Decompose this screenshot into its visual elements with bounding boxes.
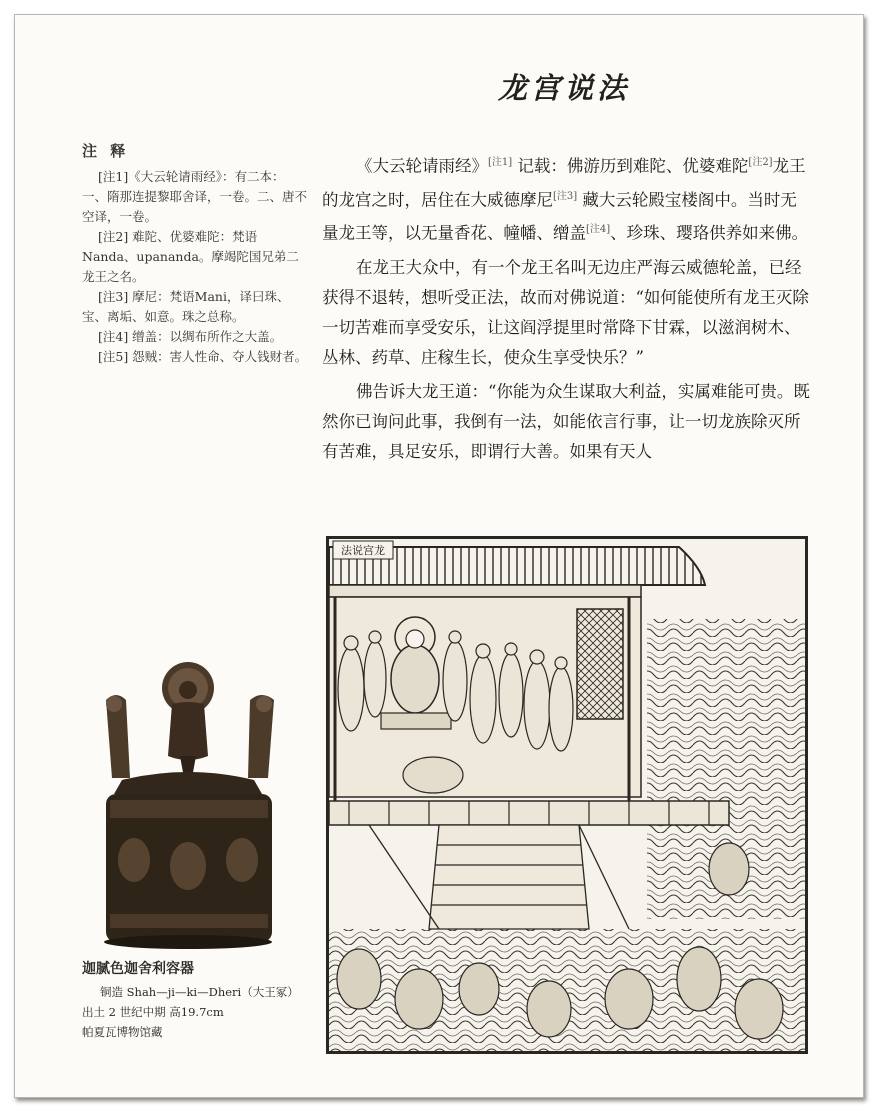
lattice-door bbox=[577, 609, 623, 719]
reliquary-photo bbox=[92, 660, 284, 950]
page-title: 龙宫说法 bbox=[498, 71, 631, 105]
p1-text-c: 龙王的龙宫之时，居住在大威德摩尼 bbox=[322, 156, 806, 209]
reliquary-buddha bbox=[168, 702, 208, 760]
p1-text-a: 《大云轮请雨经》 bbox=[356, 156, 488, 176]
lotus-throne bbox=[381, 713, 451, 729]
note-ref-2: [注2] bbox=[748, 157, 773, 168]
caption-line-3: 帕夏瓦博物馆藏 bbox=[82, 1025, 163, 1039]
note-ref-3: [注3] bbox=[553, 190, 578, 202]
kneeling-dragon-king bbox=[403, 757, 463, 793]
caption-title: 迦腻色迦舍利容器 bbox=[82, 961, 194, 977]
note-1: [注1]《大云轮请雨经》：有二本：一、隋那连提黎耶舍译，一卷。二、唐不空译，一卷。 bbox=[82, 169, 308, 224]
note-3: [注3] 摩尼：梵语Mani，译曰珠、宝、离垢、如意。珠之总称。 bbox=[82, 289, 290, 324]
inscription-text: 法说宫龙 bbox=[341, 544, 385, 557]
notes-heading: 注 释 bbox=[82, 142, 130, 160]
note-ref-1: [注1] bbox=[488, 157, 513, 168]
paragraph-2: 在龙王大众中，有一个龙王名叫无边庄严海云威德轮盖，已经获得不退转，想听受正法，故而对佛说道：“如何能使所有龙王灭除一切苦难而享受安乐，让这阎浮提里时常降下甘霖，以滋润树木、丛林、药草、庄稼生长，使众生享受快乐？” bbox=[322, 257, 809, 367]
caption-line-1: 铜造 Shah—ji—ki—Dheri（大王冢） bbox=[100, 985, 299, 999]
kanishka-reliquary-image bbox=[92, 660, 284, 950]
reliquary-caption bbox=[82, 958, 312, 1042]
p1-text-d: 藏大云轮殿宝楼阁中。当时无量龙王等，以无量香花、幢幡、缯盖 bbox=[322, 190, 797, 243]
dragon-palace-woodcut bbox=[326, 536, 808, 1054]
p1-text-e: 、珍珠、璎珞供养如来佛。 bbox=[610, 223, 809, 243]
p1-text-b: 记载：佛游历到难陀、优婆难陀 bbox=[512, 156, 749, 176]
paragraph-3: 佛告诉大龙王道：“你能为众生谋取大利益，实属难能可贵。既然你已询问此事，我倒有一法，如能依言行事，让一切龙族除灭所有苦难，具足安乐，即谓行大善。如果有天人 bbox=[322, 381, 810, 461]
note-ref-4: [注4] bbox=[586, 224, 611, 235]
paragraph-1 bbox=[322, 148, 810, 249]
notes-section bbox=[82, 140, 308, 367]
note-2: [注2] 难陀、优婆难陀：梵语Nanda、upananda。摩竭陀国兄弟二龙王之名。 bbox=[82, 229, 299, 284]
note-5: [注5] 怨贼：害人性命、夺人钱财者。 bbox=[98, 349, 308, 364]
article-body bbox=[322, 148, 810, 471]
note-4: [注4] 缯盖：以绸布所作之大盖。 bbox=[98, 329, 283, 344]
woodcut-illustration bbox=[329, 539, 805, 1051]
caption-line-2: 出土 2 世纪中期 高19.7cm bbox=[82, 1005, 224, 1019]
buddha-figure bbox=[391, 645, 439, 713]
